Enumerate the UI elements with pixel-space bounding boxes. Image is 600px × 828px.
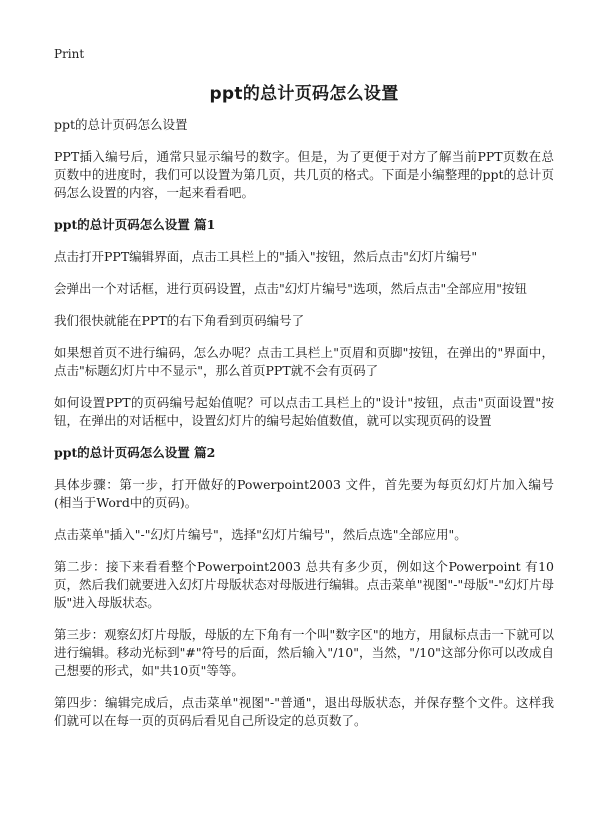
section-1-paragraph: 如何设置PPT的页码编号起始值呢？可以点击工具栏上的"设计"按钮，点击"页面设置"按钮，在弹出的对话框中，设置幻灯片的编号起始值数值，就可以实现页码的设置 [54,395,554,428]
section-heading-2: ppt的总计页码怎么设置 篇2 [54,445,216,460]
section-heading-1: ppt的总计页码怎么设置 篇1 [54,217,216,232]
section-1-paragraph: 会弹出一个对话框，进行页码设置，点击"幻灯片编号"选项，然后点击"全部应用"按钮 [54,281,527,296]
section-2-paragraph: 第四步：编辑完成后，点击菜单"视图"-"普通"，退出母版状态，并保存整个文件。这样我们就可以在每一页的页码后看见自己所设定的总页数了。 [54,695,554,728]
document-subtitle: ppt的总计页码怎么设置 [54,117,188,132]
section-1-paragraph: 我们很快就能在PPT的右下角看到页码编号了 [54,313,305,328]
page-title: ppt的总计页码怎么设置 [209,84,399,104]
print-label: Print [54,47,85,61]
section-2-paragraph: 第三步：观察幻灯片母版，母版的左下角有一个叫"数字区"的地方，用鼠标点击一下就可以进行编辑。移动光标到"#"符号的后面，然后输入"/10"，当然，"/10"这部分你可以改成自己想要的形式，如"共10页"等等。 [54,627,554,678]
intro-paragraph: PPT插入编号后，通常只显示编号的数字。但是，为了更便于对方了解当前PPT页数在总页数中的进度时，我们可以设置为第几页，共几页的格式。下面是小编整理的ppt的总计页码怎么设置的内容，一起来看看吧。 [54,149,554,200]
section-1-paragraph: 点击打开PPT编辑界面，点击工具栏上的"插入"按钮，然后点击"幻灯片编号" [54,249,478,264]
section-2-paragraph: 点击菜单"插入"-"幻灯片编号"，选择"幻灯片编号"，然后点选"全部应用"。 [54,527,467,542]
section-1-paragraph: 如果想首页不进行编码，怎么办呢？点击工具栏上"页眉和页脚"按钮，在弹出的"界面中，点击"标题幻灯片中不显示"，那么首页PPT就不会有页码了 [54,345,554,378]
section-2-paragraph: 具体步骤：第一步，打开做好的Powerpoint2003 文件，首先要为每页幻灯片加入编号(相当于Word中的页码)。 [54,477,554,510]
document-page [54,46,554,730]
section-2-paragraph: 第二步：接下来看看整个Powerpoint2003 总共有多少页，例如这个Powerpoint 有10页，然后我们就要进入幻灯片母版状态对母版进行编辑。点击菜单"视图"-"母版"-"幻灯片母版"进入母版状态。 [54,559,554,610]
